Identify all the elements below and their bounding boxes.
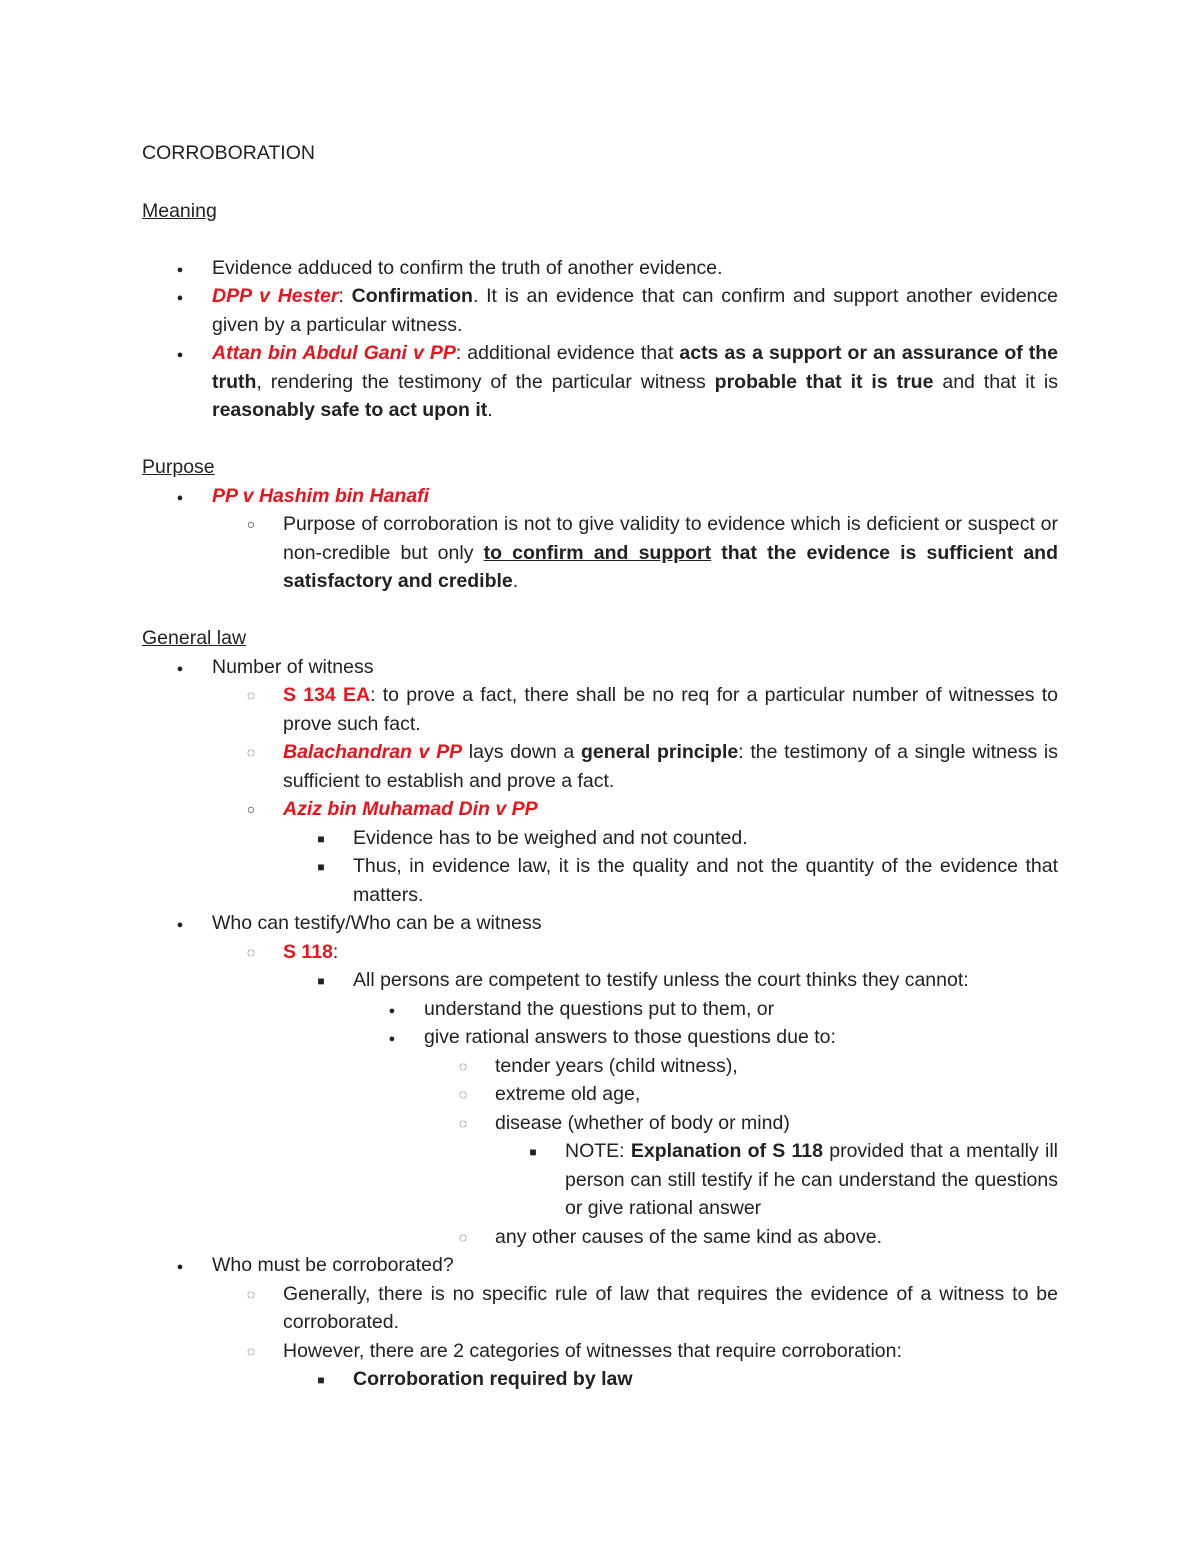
list-item: ● Evidence adduced to confirm the truth of another evidence. xyxy=(142,254,1058,283)
bullet-dotted-circle-icon xyxy=(453,1080,473,1109)
list-item: ◌ disease (whether of body or mind) xyxy=(142,1109,1058,1138)
bullet-dotted-circle-icon xyxy=(241,738,261,767)
bullet-dotted-circle-icon xyxy=(241,681,261,710)
general-law-list xyxy=(142,653,1058,1394)
bullet-dotted-circle-icon xyxy=(453,1052,473,1081)
list-item: ● give rational answers to those questions due to: xyxy=(142,1023,1058,1052)
case-name: DPP v Hester xyxy=(212,285,339,307)
case-name: Attan bin Abdul Gani v PP xyxy=(212,342,456,364)
list-item: ◌ any other causes of the same kind as above. xyxy=(142,1223,1058,1252)
section-heading-purpose: Purpose xyxy=(142,456,215,478)
bullet-disc-icon xyxy=(170,909,190,940)
section-heading-general-law: General law xyxy=(142,627,247,649)
list-item: ◌ Balachandran v PP lays down a general principle: the testimony of a single witness is sufficient to establish and prove a fact. xyxy=(142,738,1058,795)
bullet-circle-icon xyxy=(241,795,261,824)
bullet-dotted-circle-icon xyxy=(241,1280,261,1309)
bullet-disc-icon xyxy=(170,653,190,684)
bullet-square-icon xyxy=(311,1365,331,1395)
list-item: ◌ Generally, there is no specific rule of law that requires the evidence of a witness to be corroborated. xyxy=(142,1280,1058,1337)
meaning-list xyxy=(142,254,1058,425)
list-item: ● Number of witness xyxy=(142,653,1058,682)
bullet-dotted-circle-icon xyxy=(241,938,261,967)
list-item: ● DPP v Hester: Confirmation. It is an evidence that can confirm and support another evidence given by a particular witness. xyxy=(142,282,1058,339)
purpose-list xyxy=(142,482,1058,596)
list-item: ◌ S 118: xyxy=(142,938,1058,967)
bullet-disc-icon xyxy=(170,282,190,313)
list-item: ● Who can testify/Who can be a witness xyxy=(142,909,1058,938)
bullet-dotted-circle-icon xyxy=(453,1109,473,1138)
bullet-disc-icon xyxy=(382,1023,402,1054)
list-item: ◌ tender years (child witness), xyxy=(142,1052,1058,1081)
case-name: PP v Hashim bin Hanafi xyxy=(212,484,430,507)
section-ref: S 118 xyxy=(283,940,333,963)
list-item xyxy=(142,795,1058,824)
bullet-square-icon xyxy=(311,824,331,854)
list-item: ■ All persons are competent to testify unless the court thinks they cannot: xyxy=(142,966,1058,995)
bullet-dotted-circle-icon xyxy=(453,1223,473,1252)
case-name: Aziz bin Muhamad Din v PP xyxy=(283,798,538,820)
list-item: ● Who must be corroborated? xyxy=(142,1251,1058,1280)
bullet-disc-icon xyxy=(170,482,190,513)
bullet-square-icon xyxy=(523,1137,543,1167)
bullet-circle-icon xyxy=(241,510,261,539)
section-heading-meaning: Meaning xyxy=(142,199,217,222)
bullet-disc-icon xyxy=(170,254,190,285)
list-item: ◌ However, there are 2 categories of witnesses that require corroboration: xyxy=(142,1337,1058,1366)
list-item: ■ Evidence has to be weighed and not counted. xyxy=(142,824,1058,853)
list-item: ◌ S 134 EA: to prove a fact, there shall be no req for a particular number of witnesses to prove such fact. xyxy=(142,681,1058,738)
list-item: ● understand the questions put to them, or xyxy=(142,995,1058,1024)
bullet-disc-icon xyxy=(382,995,402,1026)
list-item: ■ NOTE: Explanation of S 118 provided that a mentally ill person can still testify if he can understand the questions or give rational answer xyxy=(142,1137,1058,1223)
list-item: ◌ extreme old age, xyxy=(142,1080,1058,1109)
bullet-square-icon xyxy=(311,852,331,882)
list-item: ■ Thus, in evidence law, it is the quality and not the quantity of the evidence that matters. xyxy=(142,852,1058,909)
document-title: CORROBORATION xyxy=(142,142,315,164)
list-item: ■ Corroboration required by law xyxy=(142,1365,1058,1394)
case-name: Balachandran v PP xyxy=(283,741,463,763)
bullet-disc-icon xyxy=(170,1251,190,1282)
list-item: ○ Purpose of corroboration is not to give validity to evidence which is deficient or suspect or non-credible but only to confirm and support that the evidence is sufficient and satisfactory and credible. xyxy=(142,510,1058,596)
bullet-dotted-circle-icon xyxy=(241,1337,261,1366)
bullet-disc-icon xyxy=(170,339,190,370)
list-item xyxy=(142,482,1058,511)
bullet-square-icon xyxy=(311,966,331,996)
section-ref: S 134 EA xyxy=(283,684,371,706)
list-item: ● Attan bin Abdul Gani v PP: additional evidence that acts as a support or an assurance of the truth, rendering the testimony of the particular witness probable that it is true and that it is reasonably safe to act upon it. xyxy=(142,339,1058,425)
